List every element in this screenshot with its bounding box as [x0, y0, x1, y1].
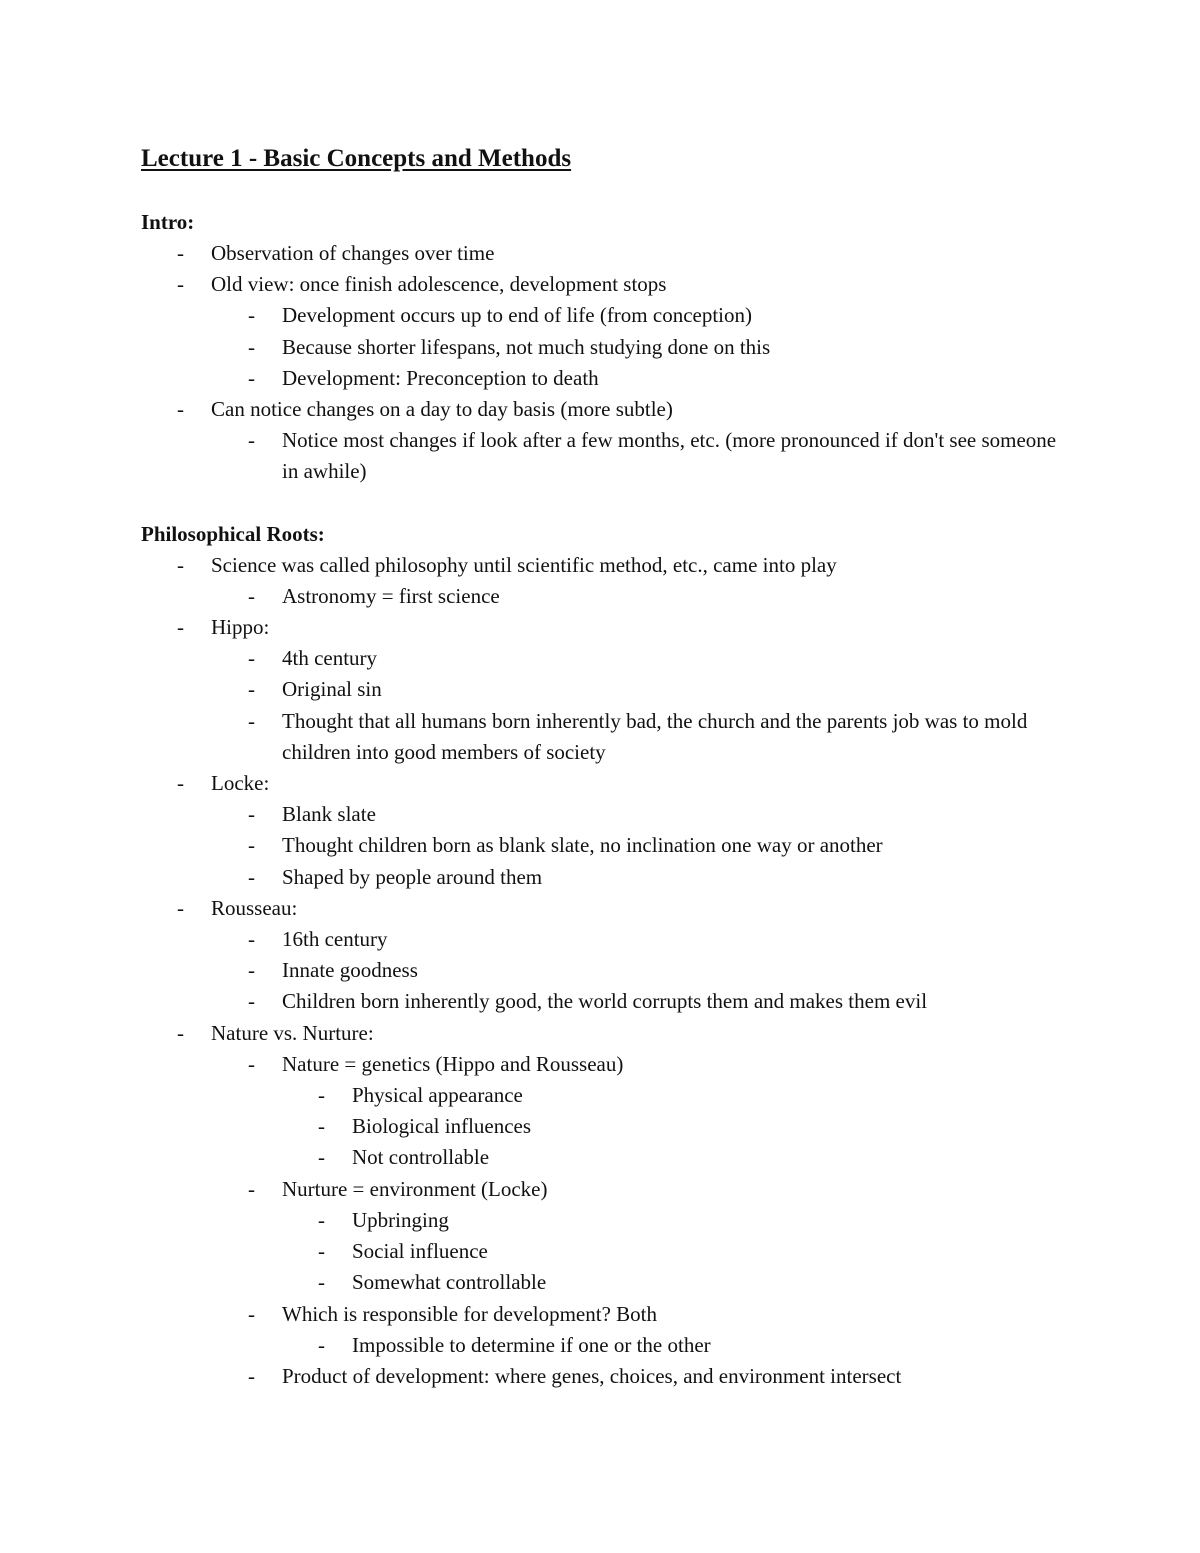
bullet-list [141, 550, 1061, 1392]
list-item: - Observation of changes over time [141, 238, 1061, 269]
bullet-list [141, 238, 1061, 488]
list-item: - Because shorter lifespans, not much studying done on this [141, 332, 1061, 363]
list-item: - Physical appearance [141, 1080, 1061, 1111]
list-item: - Social influence [141, 1236, 1061, 1267]
section-philosophical-roots [141, 519, 1061, 1392]
list-item: - Thought children born as blank slate, no inclination one way or another [141, 830, 1061, 861]
list-item: - Shaped by people around them [141, 862, 1061, 893]
list-item: - Locke: [141, 768, 1061, 799]
list-item: - Hippo: [141, 612, 1061, 643]
list-item: - 16th century [141, 924, 1061, 955]
section-heading: Intro: [141, 210, 195, 234]
document-title: Lecture 1 - Basic Concepts and Methods [141, 145, 572, 172]
list-item: - Somewhat controllable [141, 1267, 1061, 1298]
list-item: - Nurture = environment (Locke) [141, 1174, 1061, 1205]
list-item: - Notice most changes if look after a few months, etc. (more pronounced if don't see someone in awhile) [141, 425, 1061, 487]
list-item: - Astronomy = first science [141, 581, 1061, 612]
section-heading: Philosophical Roots: [141, 521, 325, 546]
list-item: - Original sin [141, 674, 1061, 705]
list-item: - Nature = genetics (Hippo and Rousseau) [141, 1049, 1061, 1080]
list-item: - Development occurs up to end of life (from conception) [141, 300, 1061, 331]
list-item: - 4th century [141, 643, 1061, 674]
document-page [141, 142, 1061, 1392]
list-item: - Not controllable [141, 1142, 1061, 1173]
list-item: - Product of development: where genes, choices, and environment intersect [141, 1361, 1061, 1392]
list-item: - Nature vs. Nurture: [141, 1018, 1061, 1049]
list-item: - Upbringing [141, 1205, 1061, 1236]
list-item: - Rousseau: [141, 893, 1061, 924]
list-item: - Science was called philosophy until scientific method, etc., came into play [141, 550, 1061, 581]
list-item: - Impossible to determine if one or the other [141, 1330, 1061, 1361]
section-intro [141, 207, 1061, 488]
list-item: - Old view: once finish adolescence, development stops [141, 269, 1061, 300]
list-item: - Blank slate [141, 799, 1061, 830]
list-item: - Children born inherently good, the world corrupts them and makes them evil [141, 986, 1061, 1017]
list-item: - Development: Preconception to death [141, 363, 1061, 394]
list-item: - Can notice changes on a day to day basis (more subtle) [141, 394, 1061, 425]
list-item: - Which is responsible for development? Both [141, 1299, 1061, 1330]
list-item: - Thought that all humans born inherently bad, the church and the parents job was to mold children into good members of society [141, 706, 1061, 768]
list-item: - Biological influences [141, 1111, 1061, 1142]
list-item: - Innate goodness [141, 955, 1061, 986]
